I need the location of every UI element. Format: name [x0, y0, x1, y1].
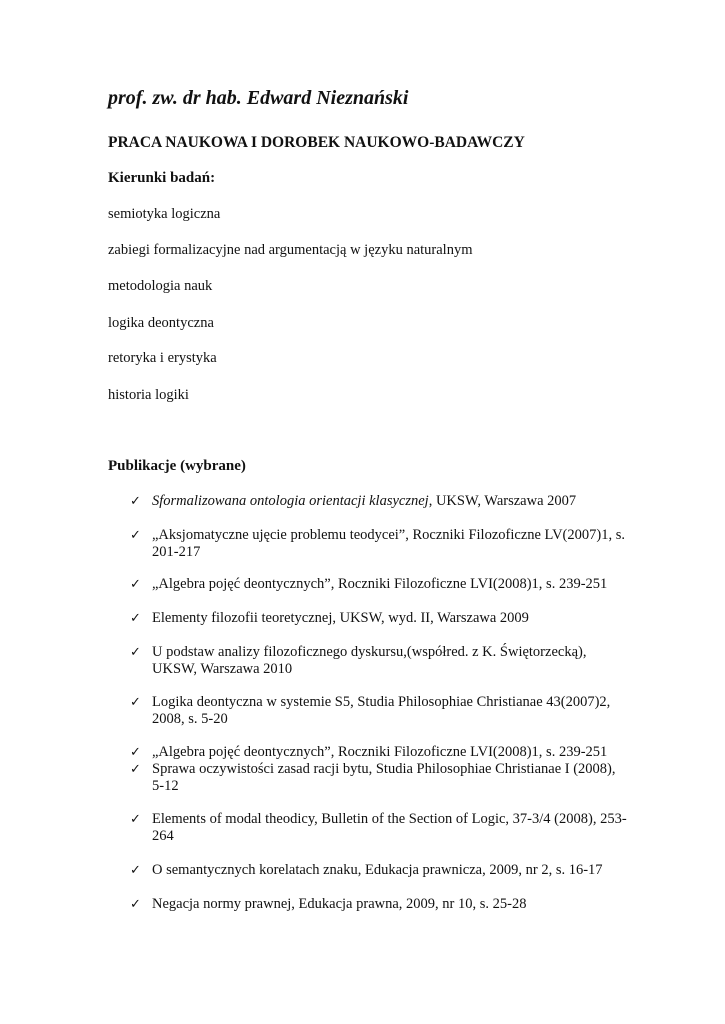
publication-text: „Algebra pojęć deontycznych”, Roczniki Filozoficzne LVI(2008)1, s. 239-251: [152, 576, 608, 592]
checkmark-icon: ✓: [130, 611, 141, 626]
publication-text: „Aksjomatyczne ujęcie problemu teodycei”, Roczniki Filozoficzne LV(2007)1, s. 201-217: [152, 527, 625, 560]
publication-text: [152, 493, 630, 510]
publication-text: Elements of modal theodicy, Bulletin of the Section of Logic, 37-3/4 (2008), 253-264: [152, 811, 627, 844]
checkmark-icon: ✓: [130, 695, 141, 710]
research-item: metodologia nauk: [108, 278, 213, 294]
research-item: semiotyka logiczna: [108, 206, 221, 222]
checkmark-icon: ✓: [130, 645, 141, 660]
publication-title-italic: Sformalizowana ontologia orientacji klasycznej: [152, 493, 429, 509]
checkmark-icon: ✓: [130, 528, 141, 543]
research-item: zabiegi formalizacyjne nad argumentacją w języku naturalnym: [108, 242, 473, 258]
section-title: PRACA NAUKOWA I DOROBEK NAUKOWO-BADAWCZY: [108, 134, 525, 151]
research-item: retoryka i erystyka: [108, 350, 217, 366]
publication-details: , UKSW, Warszawa 2007: [428, 493, 577, 509]
publication-text: U podstaw analizy filozoficznego dyskursu,(współred. z K. Świętorzecką), UKSW, Warszawa 2010: [152, 644, 587, 677]
publication-text: Logika deontyczna w systemie S5, Studia Philosophiae Christianae 43(2007)2, 2008, s. 5-20: [152, 694, 611, 727]
checkmark-icon: ✓: [130, 863, 141, 878]
publication-text: Sprawa oczywistości zasad racji bytu, Studia Philosophiae Christianae I (2008), 5-12: [152, 761, 616, 794]
author-name: prof. zw. dr hab. Edward Nieznański: [108, 87, 409, 109]
checkmark-icon: ✓: [130, 745, 141, 760]
checkmark-icon: ✓: [130, 762, 141, 777]
checkmark-icon: ✓: [130, 494, 141, 509]
checkmark-icon: ✓: [130, 577, 141, 592]
publication-text: Elementy filozofii teoretycznej, UKSW, wyd. II, Warszawa 2009: [152, 610, 529, 626]
publication-text: Negacja normy prawnej, Edukacja prawna, 2009, nr 10, s. 25-28: [152, 896, 527, 912]
research-label: Kierunki badań:: [108, 170, 216, 186]
publication-text: O semantycznych korelatach znaku, Edukacja prawnicza, 2009, nr 2, s. 16-17: [152, 862, 603, 878]
checkmark-icon: ✓: [130, 812, 141, 827]
research-item: logika deontyczna: [108, 315, 214, 331]
publication-text: „Algebra pojęć deontycznych”, Roczniki Filozoficzne LVI(2008)1, s. 239-251: [152, 744, 608, 760]
research-item: historia logiki: [108, 387, 189, 403]
checkmark-icon: ✓: [130, 897, 141, 912]
publications-label: Publikacje (wybrane): [108, 458, 246, 474]
